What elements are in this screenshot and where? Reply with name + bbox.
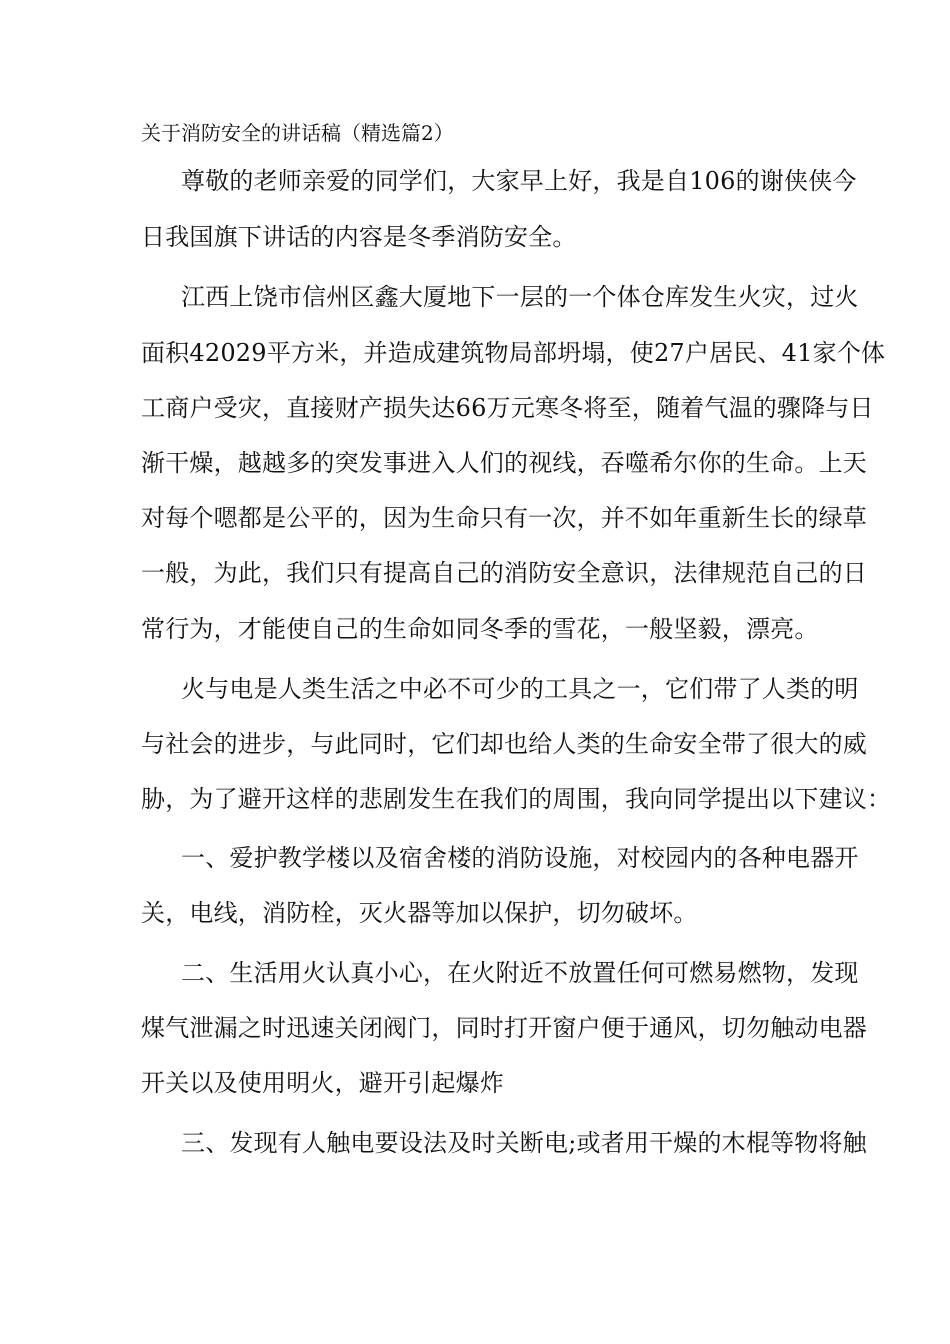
document-title: 关于消防安全的讲话稿（精选篇2） [141,121,454,145]
item-1-line-1: 一、爱护教学楼以及宿舍楼的消防设施，对校园内的各种电器开 [181,844,859,872]
paragraph-1-line-2: 日我国旗下讲话的内容是冬季消防安全。 [141,223,577,251]
item-3-line-1: 三、发现有人触电要设法及时关断电;或者用干燥的木棍等物将触 [181,1129,867,1157]
paragraph-2-line-6: 一般，为此，我们只有提高自己的消防安全意识，法律规范自己的日 [141,559,867,587]
paragraph-2-line-2: 面积42029平方米，并造成建筑物局部坍塌，使27户居民、41家个体 [141,339,886,367]
paragraph-2-line-4: 渐干燥，越越多的突发事进入人们的视线，吞噬希尔你的生命。上天 [141,449,867,477]
paragraph-3-line-1: 火与电是人类生活之中必不可少的工具之一，它们带了人类的明 [181,675,859,703]
paragraph-2-line-7: 常行为，才能使自己的生命如同冬季的雪花，一般坚毅，漂亮。 [141,615,819,643]
paragraph-1-line-1: 尊敬的老师亲爱的同学们，大家早上好，我是自106的谢侠侠今 [181,167,857,195]
paragraph-2-line-5: 对每个嗯都是公平的，因为生命只有一次，并不如年重新生长的绿草 [141,504,867,532]
paragraph-3-line-2: 与社会的进步，与此同时，它们却也给人类的生命安全带了很大的威 [141,730,867,758]
paragraph-2-line-3: 工商户受灾，直接财产损失达66万元寒冬将至，随着气温的骤降与日 [141,394,874,422]
paragraph-3-line-3: 胁，为了避开这样的悲剧发生在我们的周围，我向同学提出以下建议： [141,785,892,813]
item-1-line-2: 关，电线，消防栓，灭火器等加以保护，切勿破坏。 [141,899,698,927]
item-2-line-1: 二、生活用火认真小心，在火附近不放置任何可燃易燃物，发现 [181,959,859,987]
item-2-line-2: 煤气泄漏之时迅速关闭阀门，同时打开窗户便于通风，切勿触动电器 [141,1014,867,1042]
paragraph-2-line-1: 江西上饶市信州区鑫大厦地下一层的一个体仓库发生火灾，过火 [181,283,859,311]
item-2-line-3: 开关以及使用明火，避开引起爆炸 [141,1069,504,1097]
